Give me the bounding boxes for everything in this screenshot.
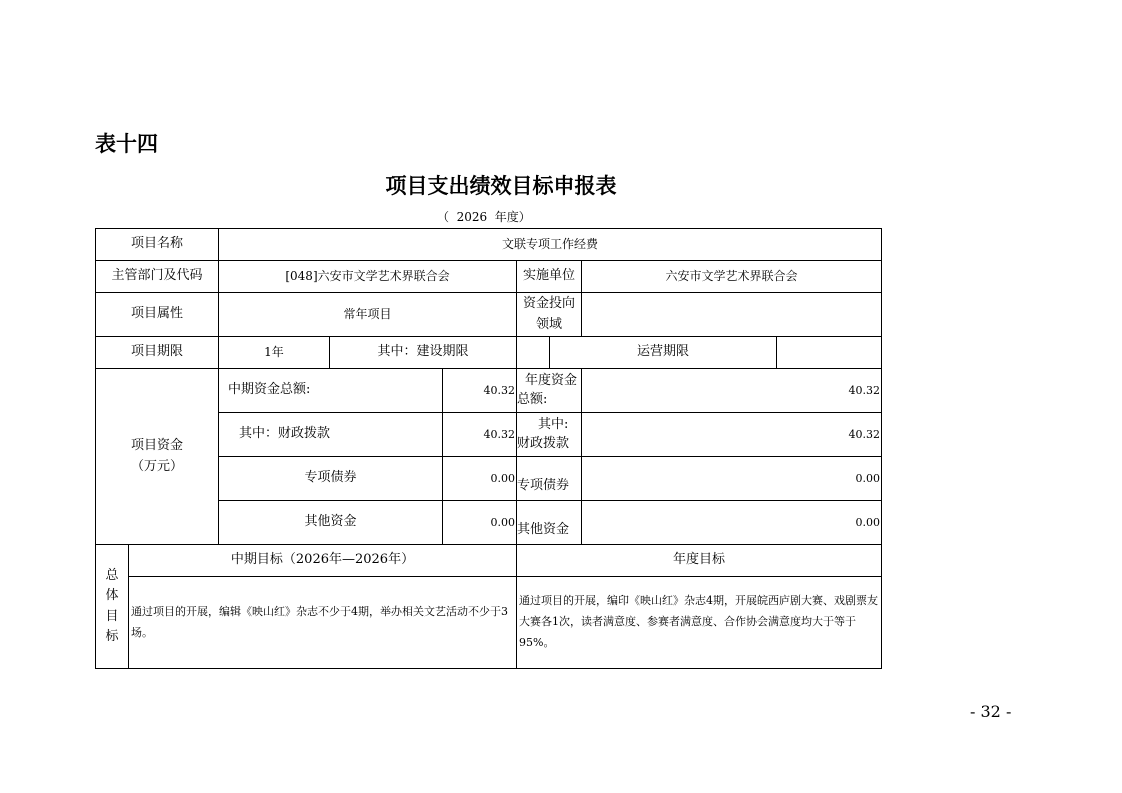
period-value: 1年: [218, 336, 330, 369]
mid-total-label: 中期资金总额:: [218, 368, 443, 413]
mid-total-value: 40.32: [442, 368, 517, 413]
operation-label: 运营期限: [549, 336, 777, 369]
funds-unit: （万元）: [130, 458, 183, 474]
construction-value: [516, 336, 550, 369]
annual-goal-text: 通过项目的开展，编印《映山红》杂志4期，开展皖西庐剧大赛、戏剧票友大赛各1次，读者满意度、参赛者满意度、合作协会满意度均大于等于95%。: [516, 576, 882, 669]
yr-bond-label: 专项债券: [516, 456, 582, 501]
yr-total-label-1: 年度资金: [525, 372, 578, 388]
yr-other-label: 其他资金: [516, 500, 582, 545]
yr-fiscal-label-2: 财政拨款: [517, 435, 570, 451]
funds-label-text: 项目资金: [130, 437, 183, 453]
yr-total-label: [516, 368, 582, 413]
yr-bond-value: 0.00: [581, 456, 882, 501]
yr-fiscal-label-1: 其中:: [538, 416, 569, 432]
mid-bond-label: 专项债券: [218, 456, 443, 501]
attr-label: 项目属性: [95, 292, 219, 337]
fund-direction-label: 资金投向领域: [516, 292, 582, 337]
mid-other-label: 其他资金: [218, 500, 443, 545]
operation-value: [776, 336, 882, 369]
impl-unit-value: 六安市文学艺术界联合会: [581, 260, 882, 293]
mid-fiscal-value: 40.32: [442, 412, 517, 457]
goal-label-char-3: 目: [105, 608, 119, 624]
mid-other-value: 0.00: [442, 500, 517, 545]
goal-label-char-2: 体: [105, 588, 119, 604]
yr-fiscal-label: [516, 412, 582, 457]
table-number: 表十四: [95, 131, 158, 156]
yr-fiscal-value: 40.32: [581, 412, 882, 457]
dept-value: [048]六安市文学艺术界联合会: [218, 260, 517, 293]
page-title: 项目支出绩效目标申报表: [385, 174, 617, 198]
yr-total-value: 40.32: [581, 368, 882, 413]
funds-label: [95, 368, 219, 545]
yr-other-value: 0.00: [581, 500, 882, 545]
goal-label-char-4: 标: [105, 628, 119, 644]
period-label: 项目期限: [95, 336, 219, 369]
annual-goal-header: 年度目标: [516, 544, 882, 577]
mid-bond-value: 0.00: [442, 456, 517, 501]
goal-label: [95, 544, 129, 669]
impl-unit-label: 实施单位: [516, 260, 582, 293]
year-line: （ 2026 年度）: [437, 210, 531, 224]
mid-fiscal-label: 其中：财政拨款: [218, 412, 443, 457]
attr-value: 常年项目: [218, 292, 517, 337]
yr-total-label-2: 总额:: [517, 391, 548, 407]
project-name-value: 文联专项工作经费: [218, 228, 882, 261]
mid-goal-text: 通过项目的开展，编辑《映山红》杂志不少于4期，举办相关文艺活动不少于3场。: [128, 576, 517, 669]
project-name-label: 项目名称: [95, 228, 219, 261]
goal-label-char-1: 总: [105, 568, 119, 584]
mid-goal-header: 中期目标（2026年—2026年）: [128, 544, 517, 577]
construction-label: 其中：建设期限: [329, 336, 517, 369]
page-number: - 32 -: [970, 702, 1012, 721]
dept-label: 主管部门及代码: [95, 260, 219, 293]
fund-direction-value: [581, 292, 882, 337]
